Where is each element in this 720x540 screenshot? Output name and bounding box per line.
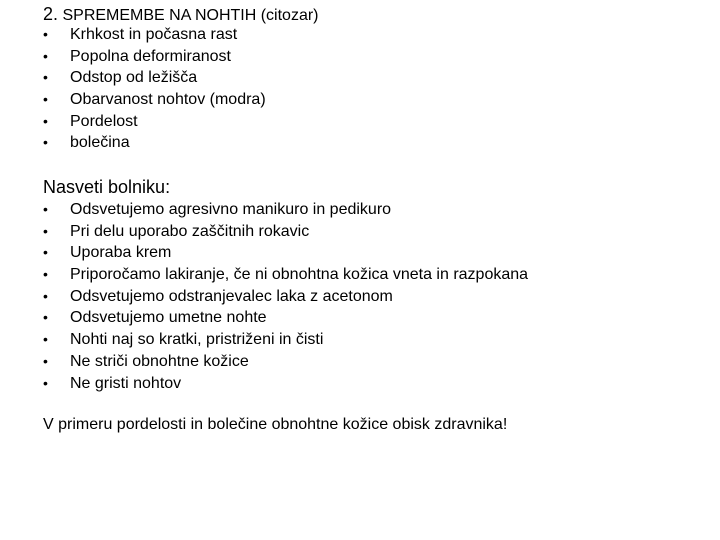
bullet-icon: • bbox=[43, 266, 48, 283]
list-item bbox=[43, 46, 266, 68]
list-item bbox=[43, 329, 528, 351]
list-item bbox=[43, 67, 266, 89]
bullet-icon: • bbox=[43, 352, 48, 369]
bullet-icon: • bbox=[43, 287, 48, 304]
bullet-icon: • bbox=[43, 47, 48, 64]
list-item-text: Krhkost in počasna rast bbox=[70, 26, 238, 43]
list-item-text: Nohti naj so kratki, pristriženi in čisti bbox=[70, 331, 324, 349]
list-item-text: Priporočamo lakiranje, če ni obnohtna kožica vneta in razpokana bbox=[70, 266, 529, 284]
list-item bbox=[43, 286, 528, 308]
bullet-icon: • bbox=[43, 112, 48, 129]
bullet-icon: • bbox=[43, 309, 48, 326]
bullet-icon: • bbox=[43, 91, 48, 108]
list-item bbox=[43, 111, 266, 133]
list-item-text: bolečina bbox=[70, 134, 130, 152]
bullet-icon: • bbox=[43, 244, 48, 261]
list-item bbox=[43, 307, 528, 329]
list-item-text: Odstop od ležišča bbox=[70, 69, 198, 87]
list-item-text: Odsvetujemo agresivno manikuro in pedikuro bbox=[70, 201, 392, 218]
list-item-text: Odsvetujemo odstranjevalec laka z acetonom bbox=[70, 287, 393, 305]
bullet-icon: • bbox=[43, 69, 48, 86]
bullet-icon: • bbox=[43, 201, 48, 217]
list-item-text: Popolna deformiranost bbox=[70, 47, 231, 65]
list-item-text: Uporaba krem bbox=[70, 244, 172, 262]
list-item bbox=[43, 89, 266, 111]
list-item bbox=[43, 24, 266, 46]
list-item bbox=[43, 221, 528, 243]
bullet-icon: • bbox=[43, 134, 48, 151]
advice-list bbox=[43, 199, 528, 394]
list-item bbox=[43, 132, 266, 154]
list-item bbox=[43, 264, 528, 286]
list-item bbox=[43, 351, 528, 373]
bullet-icon: • bbox=[43, 331, 48, 348]
list-item-text: Odsvetujemo umetne nohte bbox=[70, 309, 267, 327]
bullet-icon: • bbox=[43, 222, 48, 239]
advice-heading: Nasveti bolniku: bbox=[43, 177, 171, 197]
section-title: SPREMEMBE NA NOHTIH (citozar) bbox=[62, 7, 319, 24]
list-item-text: Pordelost bbox=[70, 112, 138, 130]
list-item-text: Obarvanost nohtov (modra) bbox=[70, 91, 266, 109]
nail-changes-list bbox=[43, 24, 266, 154]
bullet-icon: • bbox=[43, 374, 48, 391]
list-item-text: Pri delu uporabo zaščitnih rokavic bbox=[70, 222, 310, 240]
list-item-text: Ne striči obnohtne kožice bbox=[70, 352, 249, 370]
list-item bbox=[43, 199, 528, 221]
doctor-visit-note: V primeru pordelosti in bolečine obnohtne kožice obisk zdravnika! bbox=[43, 416, 508, 433]
list-item bbox=[43, 373, 528, 395]
bullet-icon: • bbox=[43, 26, 48, 42]
list-item bbox=[43, 242, 528, 264]
list-item-text: Ne gristi nohtov bbox=[70, 374, 182, 392]
section-number: 2. bbox=[43, 4, 59, 24]
